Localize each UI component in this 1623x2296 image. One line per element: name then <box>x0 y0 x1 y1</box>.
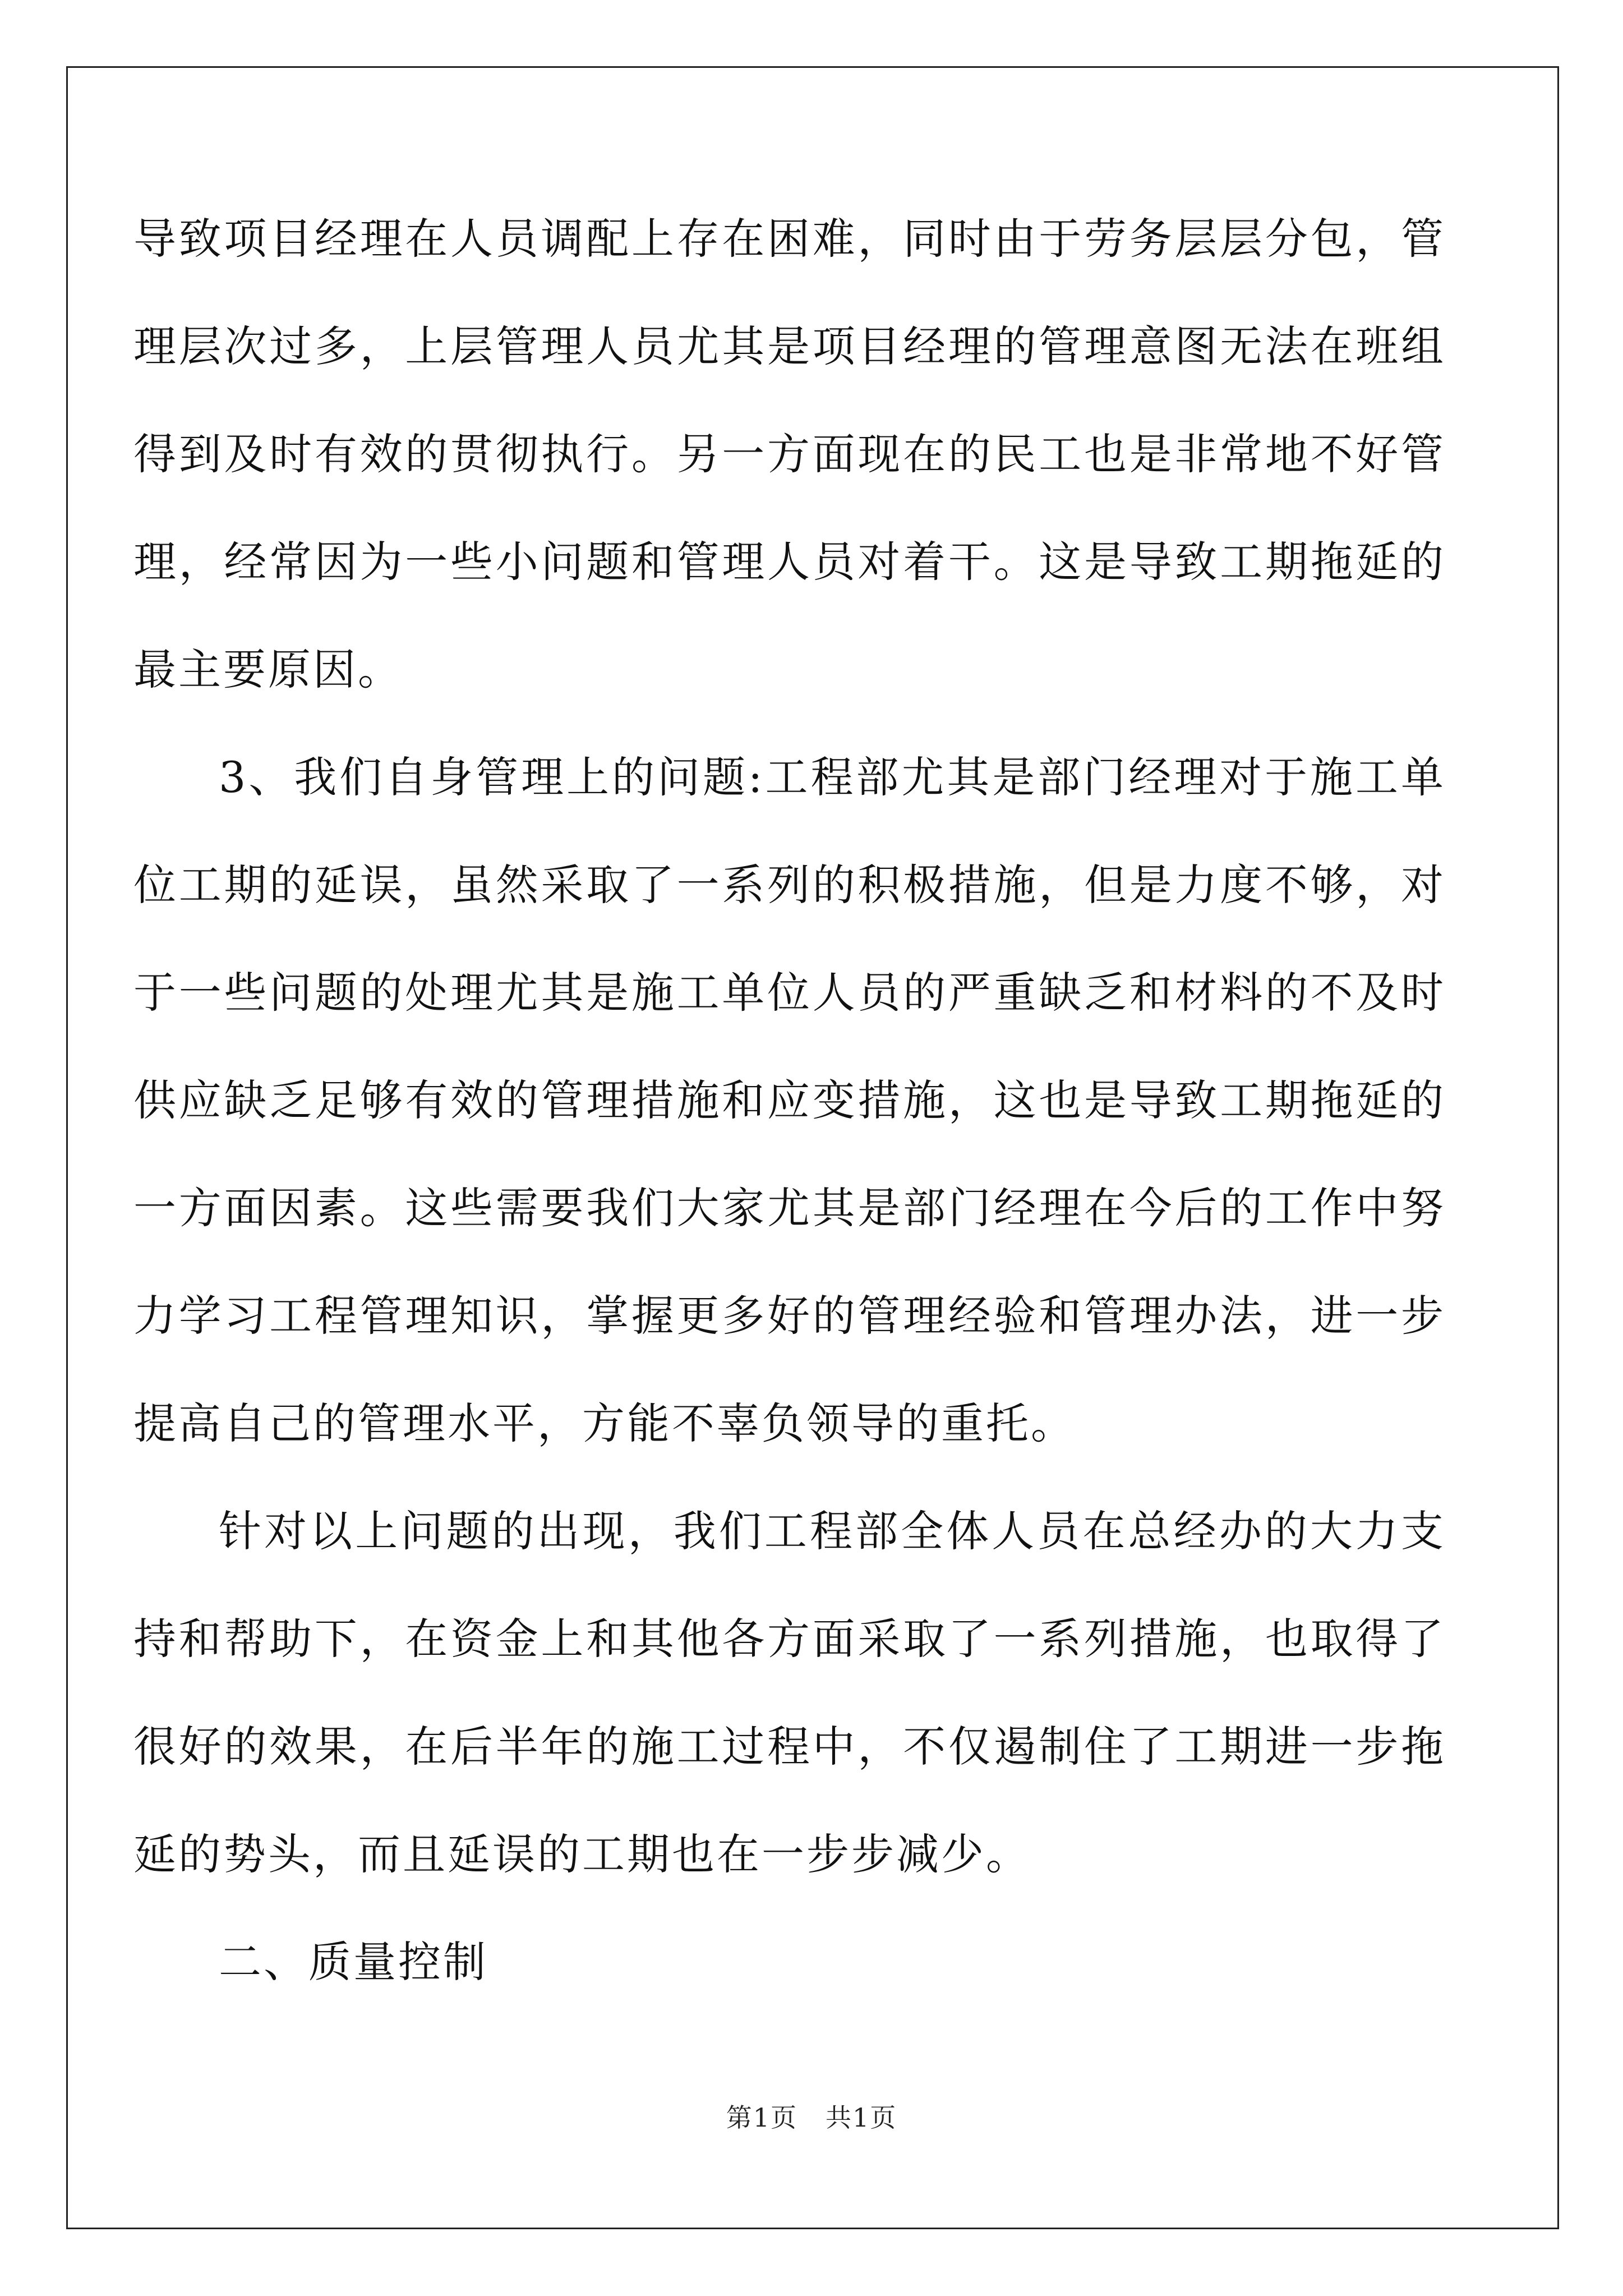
page-total: 共1页 <box>825 2102 897 2133</box>
section-heading-quality-control: 二、质量控制 <box>219 1937 488 1987</box>
paragraph-continuation: 导致项目经理在人员调配上存在困难，同时由于劳务层层分包，管理层次过多，上层管理人员尤其是项目经理的管理意图无法在班组得到及时有效的贯彻执行。另一方面现在的民工也是非常地不好管理，经常因为一些小问题和管理人员对着干。这是导致工期拖延的最主要原因。 <box>133 214 1446 694</box>
paragraph-measures-taken: 针对以上问题的出现，我们工程部全体人员在总经办的大力支持和帮助下，在资金上和其他各方面采取了一系列措施，也取得了很好的效果，在后半年的施工过程中，不仅遏制住了工期进一步拖延的势头，而且延误的工期也在一步步减少。 <box>133 1506 1446 1879</box>
paragraph-self-management-issues: 3、我们自身管理上的问题:工程部尤其是部门经理对于施工单位工期的延误，虽然采取了一系列的积极措施，但是力度不够，对于一些问题的处理尤其是施工单位人员的严重缺乏和材料的不及时供应缺乏足够有效的管理措施和应变措施，这也是导致工期拖延的一方面因素。这些需要我们大家尤其是部门经理在今后的工作中努力学习工程管理知识，掌握更多好的管理经验和管理办法，进一步提高自己的管理水平，方能不辜负领导的重托。 <box>133 752 1446 1448</box>
page-footer <box>0 2101 1623 2134</box>
document-body <box>133 185 1446 2016</box>
page-number: 第1页 <box>726 2102 798 2133</box>
